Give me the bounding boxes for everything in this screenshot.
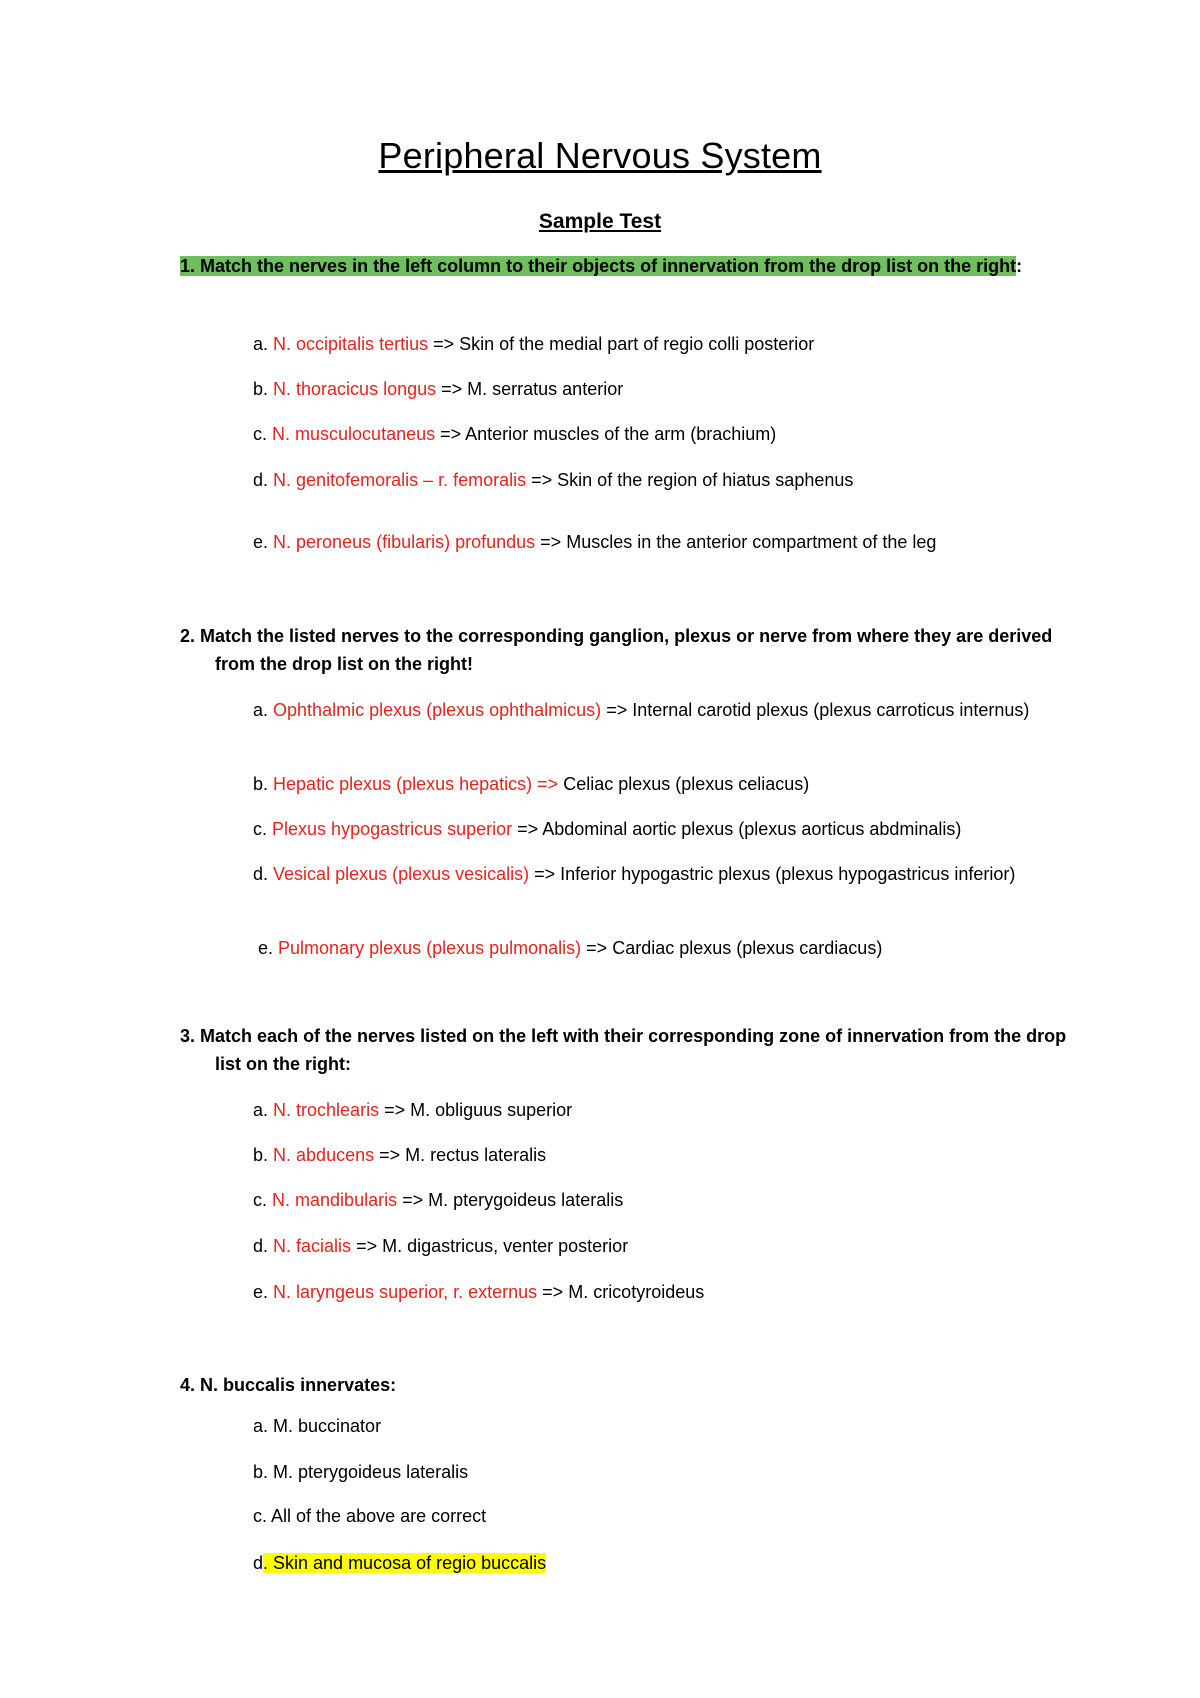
- question-text: Match each of the nerves listed on the left with their corresponding zone of innervation from the drop list on the right:: [200, 1026, 1067, 1074]
- answer-item: [258, 934, 1115, 962]
- option-item: [253, 1458, 1110, 1486]
- option-item: [253, 1412, 1110, 1440]
- answer-item: [253, 375, 1110, 403]
- item-answer: => Abdominal aortic plexus (plexus aorticus abdminalis): [512, 819, 962, 839]
- item-answer: => M. pterygoideus lateralis: [397, 1190, 624, 1210]
- item-answer: => M. serratus anterior: [436, 379, 624, 399]
- question-3: [180, 1022, 1095, 1078]
- question-4: [180, 1371, 1095, 1399]
- item-answer: => M. rectus lateralis: [374, 1145, 547, 1165]
- question-2: [180, 622, 1095, 678]
- option-letter: a.: [253, 1416, 274, 1436]
- item-answer: => Anterior muscles of the arm (brachium): [435, 424, 777, 444]
- item-term: N. abducens: [273, 1145, 375, 1165]
- item-term: N. occipitalis tertius: [273, 334, 429, 354]
- item-answer: => Skin of the region of hiatus saphenus: [526, 470, 854, 490]
- answer-item: [253, 815, 1110, 843]
- page-title: Peripheral Nervous System: [378, 135, 822, 176]
- question-1: [180, 252, 1095, 280]
- item-letter: c.: [253, 424, 268, 444]
- item-term: Hepatic plexus (plexus hepatics) =>: [273, 774, 559, 794]
- question-text: Match the nerves in the left column to their objects of innervation from the drop list on the right: [200, 256, 1017, 276]
- answer-item: [253, 1278, 1110, 1306]
- question-text: Match the listed nerves to the corresponding ganglion, plexus or nerve from where they are derived from the drop list on the right!: [200, 626, 1053, 674]
- item-term: N. trochlearis: [273, 1100, 380, 1120]
- answer-item: [253, 770, 1110, 798]
- question-number: 2.: [180, 626, 196, 646]
- item-term: N. facialis: [273, 1236, 352, 1256]
- item-term: N. genitofemoralis – r. femoralis: [273, 470, 527, 490]
- item-letter: c.: [253, 1190, 268, 1210]
- item-answer: => Skin of the medial part of regio colli posterior: [428, 334, 815, 354]
- item-term: N. thoracicus longus: [273, 379, 437, 399]
- item-letter: b.: [253, 774, 269, 794]
- item-answer: => Cardiac plexus (plexus cardiacus): [581, 938, 883, 958]
- question-text-tail: :: [1016, 256, 1023, 276]
- item-answer: => Muscles in the anterior compartment of the leg: [535, 532, 937, 552]
- answer-item: [253, 466, 1110, 494]
- item-letter: b.: [253, 1145, 269, 1165]
- item-term: N. peroneus (fibularis) profundus: [273, 532, 536, 552]
- item-term: N. laryngeus superior, r. externus: [273, 1282, 538, 1302]
- item-term: Plexus hypogastricus superior: [272, 819, 513, 839]
- item-letter: a.: [253, 1100, 269, 1120]
- option-item-correct: [253, 1549, 1110, 1577]
- item-letter: a.: [253, 334, 269, 354]
- option-text: M. pterygoideus lateralis: [273, 1462, 469, 1482]
- item-term: Vesical plexus (plexus vesicalis): [273, 864, 530, 884]
- answer-item: [253, 420, 1110, 448]
- item-letter: d.: [253, 864, 269, 884]
- option-letter: c.: [253, 1506, 272, 1526]
- option-item: [253, 1502, 1110, 1530]
- answer-item: [253, 1096, 1110, 1124]
- option-text: All of the above are correct: [271, 1506, 487, 1526]
- item-answer: => Inferior hypogastric plexus (plexus hypogastricus inferior): [529, 864, 1016, 884]
- item-term: Ophthalmic plexus (plexus ophthalmicus): [273, 700, 602, 720]
- answer-item: [253, 528, 1110, 556]
- question-number: 1.: [180, 256, 196, 276]
- question-number: 3.: [180, 1026, 196, 1046]
- item-answer: => Internal carotid plexus (plexus carroticus internus): [601, 700, 1030, 720]
- item-letter: d.: [253, 470, 269, 490]
- item-term: Pulmonary plexus (plexus pulmonalis): [278, 938, 582, 958]
- item-letter: e.: [253, 1282, 269, 1302]
- page-subtitle: Sample Test: [538, 210, 662, 233]
- item-term: N. mandibularis: [272, 1190, 398, 1210]
- answer-item: [253, 696, 1110, 724]
- item-answer: Celiac plexus (plexus celiacus): [558, 774, 810, 794]
- item-answer: => M. obliguus superior: [379, 1100, 573, 1120]
- option-letter: d: [253, 1553, 264, 1573]
- answer-item: [253, 1232, 1110, 1260]
- answer-item: [253, 1186, 1110, 1214]
- answer-item: [253, 860, 1110, 888]
- option-text: M. buccinator: [273, 1416, 382, 1436]
- item-letter: e.: [258, 938, 274, 958]
- answer-item: [253, 1141, 1110, 1169]
- item-answer: => M. cricotyroideus: [537, 1282, 705, 1302]
- question-text: N. buccalis innervates:: [200, 1375, 397, 1395]
- item-answer: => M. digastricus, venter posterior: [351, 1236, 629, 1256]
- question-number: 4.: [180, 1375, 196, 1395]
- item-letter: c.: [253, 819, 268, 839]
- answer-item: [253, 330, 1110, 358]
- item-letter: e.: [253, 532, 269, 552]
- item-letter: b.: [253, 379, 269, 399]
- option-text-highlighted: . Skin and mucosa of regio buccalis: [263, 1553, 547, 1573]
- item-term: N. musculocutaneus: [272, 424, 436, 444]
- option-letter: b.: [253, 1462, 274, 1482]
- item-letter: d.: [253, 1236, 269, 1256]
- item-letter: a.: [253, 700, 269, 720]
